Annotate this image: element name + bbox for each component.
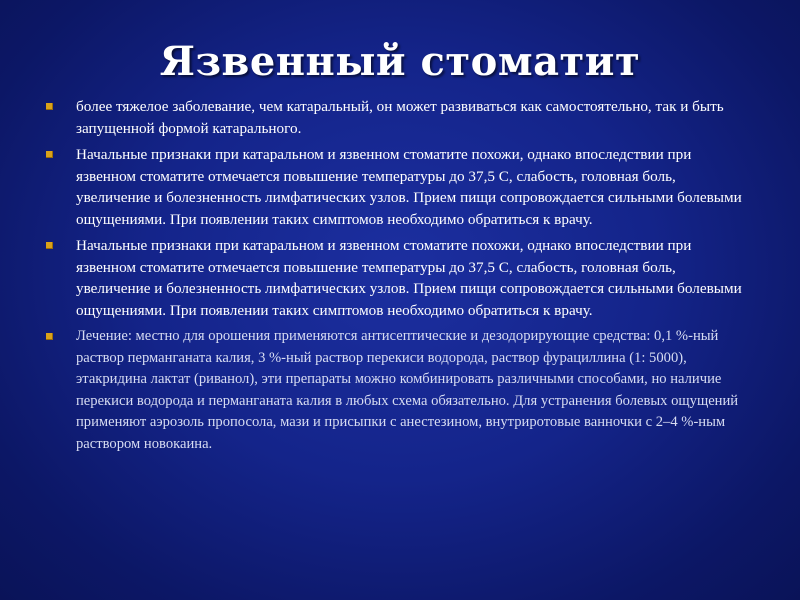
bullet-square-icon: [46, 242, 53, 249]
bullet-item: [46, 144, 746, 230]
bullet-item: [46, 326, 746, 455]
bullet-list: [46, 96, 746, 460]
slide-title: Язвенный стоматит: [159, 38, 641, 85]
bullet-text: Лечение: местно для орошения применяются антисептические и дезодорирующие средства: 0,1 %-ный раствор перманганата калия, 3 %-ный раствор перекиси водорода, раствор фурациллина (1: 5000), этакридина лактат (риванол), эти препараты можно комбинировать различными способами, но наличие перекиси водорода и перманганата калия в любых схема обязательно. Для устранения болевых ощущений применяют аэрозоль пропосола, мази и присыпки с анестезином, внутриротовые ванночки с 2–4 %-ным раствором новокаина.: [76, 328, 739, 452]
bullet-item: [46, 96, 746, 139]
bullet-text: Начальные признаки при катаральном и язвенном стоматите похожи, однако впоследствии при язвенном стоматите отмечается повышение температуры до 37,5 С, слабость, головная боль, увеличение и болезненность лимфатических узлов. Прием пищи сопровождается сильными болевыми ощущениями. При появлении таких симптомов необходимо обратиться к врачу.: [76, 237, 742, 319]
bullet-square-icon: [46, 333, 53, 340]
bullet-item: [46, 235, 746, 321]
bullet-text: более тяжелое заболевание, чем катаральный, он может развиваться как самостоятельно, так и быть запущенной формой катарального.: [76, 98, 724, 137]
bullet-square-icon: [46, 103, 53, 110]
bullet-text: Начальные признаки при катаральном и язвенном стоматите похожи, однако впоследствии при язвенном стоматите отмечается повышение температуры до 37,5 С, слабость, головная боль, увеличение и болезненность лимфатических узлов. Прием пищи сопровождается сильными болевыми ощущениями. При появлении таких симптомов необходимо обратиться к врачу.: [76, 146, 742, 228]
bullet-square-icon: [46, 151, 53, 158]
